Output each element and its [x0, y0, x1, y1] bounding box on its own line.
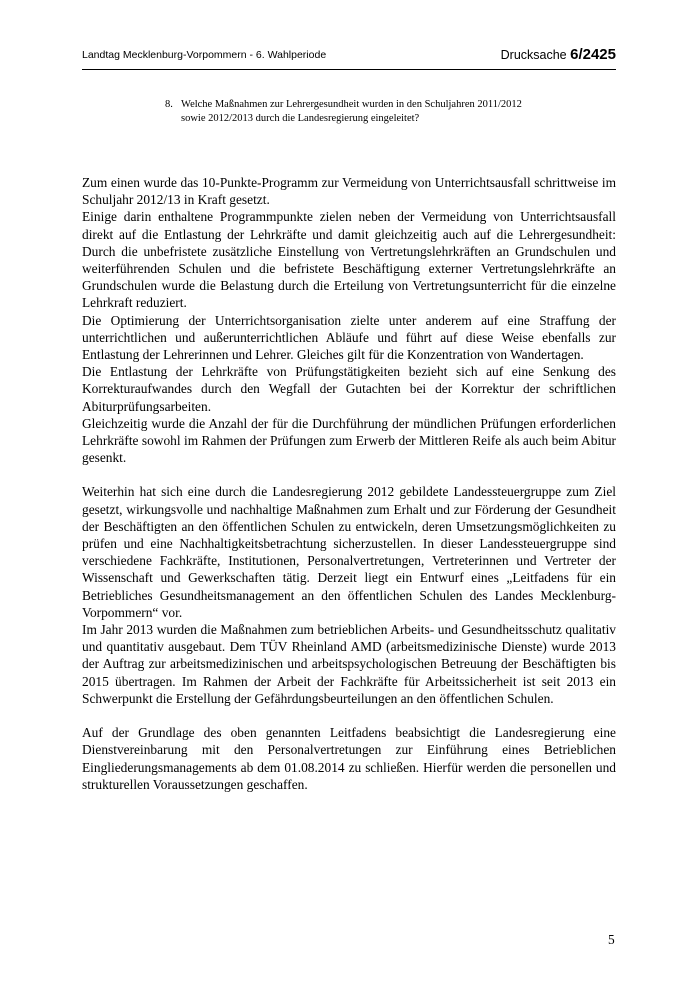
document-label: Drucksache — [500, 48, 567, 62]
question-text: Welche Maßnahmen zur Lehrergesundheit wurden in den Schuljahren 2011/2012 sowie 2012/2013 durch die Landesregierung eingeleitet? — [181, 99, 522, 124]
page-number: 5 — [608, 932, 615, 947]
answer-paragraph: Gleichzeitig wurde die Anzahl der für die Durchführung der mündlichen Prüfungen erforderlichen Lehrkräfte sowohl im Rahmen der Prüfungen zum Erwerb der Mittleren Reife als auch beim Abitur gesenkt. — [82, 415, 616, 466]
document-reference — [501, 46, 616, 63]
parliament-label: Landtag Mecklenburg-Vorpommern - 6. Wahlperiode — [82, 49, 327, 61]
question-number: 8. — [165, 99, 173, 110]
answer-body — [82, 174, 616, 793]
answer-paragraph: Im Jahr 2013 wurden die Maßnahmen zum betrieblichen Arbeits- und Gesundheitsschutz qualitativ und quantitativ ausgebaut. Dem TÜV Rheinland AMD (arbeitsmedizinische Dienste) wurde 2013 der Auftrag zur arbeitsmedizinischen und arbeitspsychologischen Betreuung der Beschäftigten bis 2015 übertragen. Im Rahmen der Arbeit der Fachkräfte für Arbeitssicherheit ist seit 2013 ein Schwerpunkt die Erstellung der Gefährdungsbeurteilungen an den öffentlichen Schulen. — [82, 622, 616, 706]
answer-paragraph: Einige darin enthaltene Programmpunkte zielen neben der Vermeidung von Unterrichtsausfall direkt auf die Entlastung der Lehrkräfte und damit gleichzeitig auch auf die Lehrergesundheit: Durch die unbefristete zusätzliche Einstellung von Vertretungslehrkräften an Grundschulen und weiterführenden Schulen und die befristete Beschäftigung externer Vertretungslehrkräfte an Grundschulen wurde die Belastung durch die Erteilung von Vertretungsunterricht für die einzelne Lehrkraft reduziert. — [82, 209, 616, 311]
answer-paragraph: Weiterhin hat sich eine durch die Landesregierung 2012 gebildete Landessteuergruppe zum Ziel gesetzt, wirkungsvolle und nachhaltige Maßnahmen zum Erhalt und zur Förderung der Gesundheit der Beschäftigten an den öffentlichen Schulen zu entwickeln, deren Umsetzungsmöglichkeiten zu prüfen und eine Nachhaltigkeitsbetrachtung sicherzustellen. In dieser Landessteuergruppe sind verschiedene Fachkräfte, Institutionen, Personalvertretungen, Vertreterinnen und Vertreter der Wissenschaft und Gewerkschaften tätig. Derzeit liegt ein Entwurf eines „Leitfadens für ein Betriebliches Gesundheitsmanagement an den öffentlichen Schulen des Landes Mecklenburg-Vorpommern“ vor. — [82, 484, 616, 620]
answer-paragraph: Die Entlastung der Lehrkräfte von Prüfungstätigkeiten bezieht sich auf eine Senkung des Korrekturaufwandes durch den Wegfall der Gutachten bei der Korrektur der schriftlichen Abiturprüfungsarbeiten. — [82, 364, 616, 414]
question-block — [165, 98, 545, 126]
page-header — [82, 46, 616, 68]
document-number: 6/2425 — [570, 46, 616, 63]
answer-paragraph: Auf der Grundlage des oben genannten Leitfadens beabsichtigt die Landesregierung eine Dienstvereinbarung mit den Personalvertretungen zur Einführung eines Betrieblichen Eingliederungsmanagements ab dem 01.08.2014 zu schließen. Hierfür werden die personellen und strukturellen Voraussetzungen geschaffen. — [82, 725, 616, 792]
answer-paragraph: Die Optimierung der Unterrichtsorganisation zielte unter anderem auf eine Straffung der unterrichtlichen und außerunterrichtlichen Abläufe und führt auf diese Weise ebenfalls zur Entlastung der Lehrerinnen und Lehrer. Gleiches gilt für die Konzentration von Wandertagen. — [82, 312, 616, 363]
answer-paragraph: Zum einen wurde das 10-Punkte-Programm zur Vermeidung von Unterrichtsausfall schrittweise im Schuljahr 2012/13 in Kraft gesetzt. — [82, 175, 616, 208]
header-divider — [82, 69, 616, 70]
